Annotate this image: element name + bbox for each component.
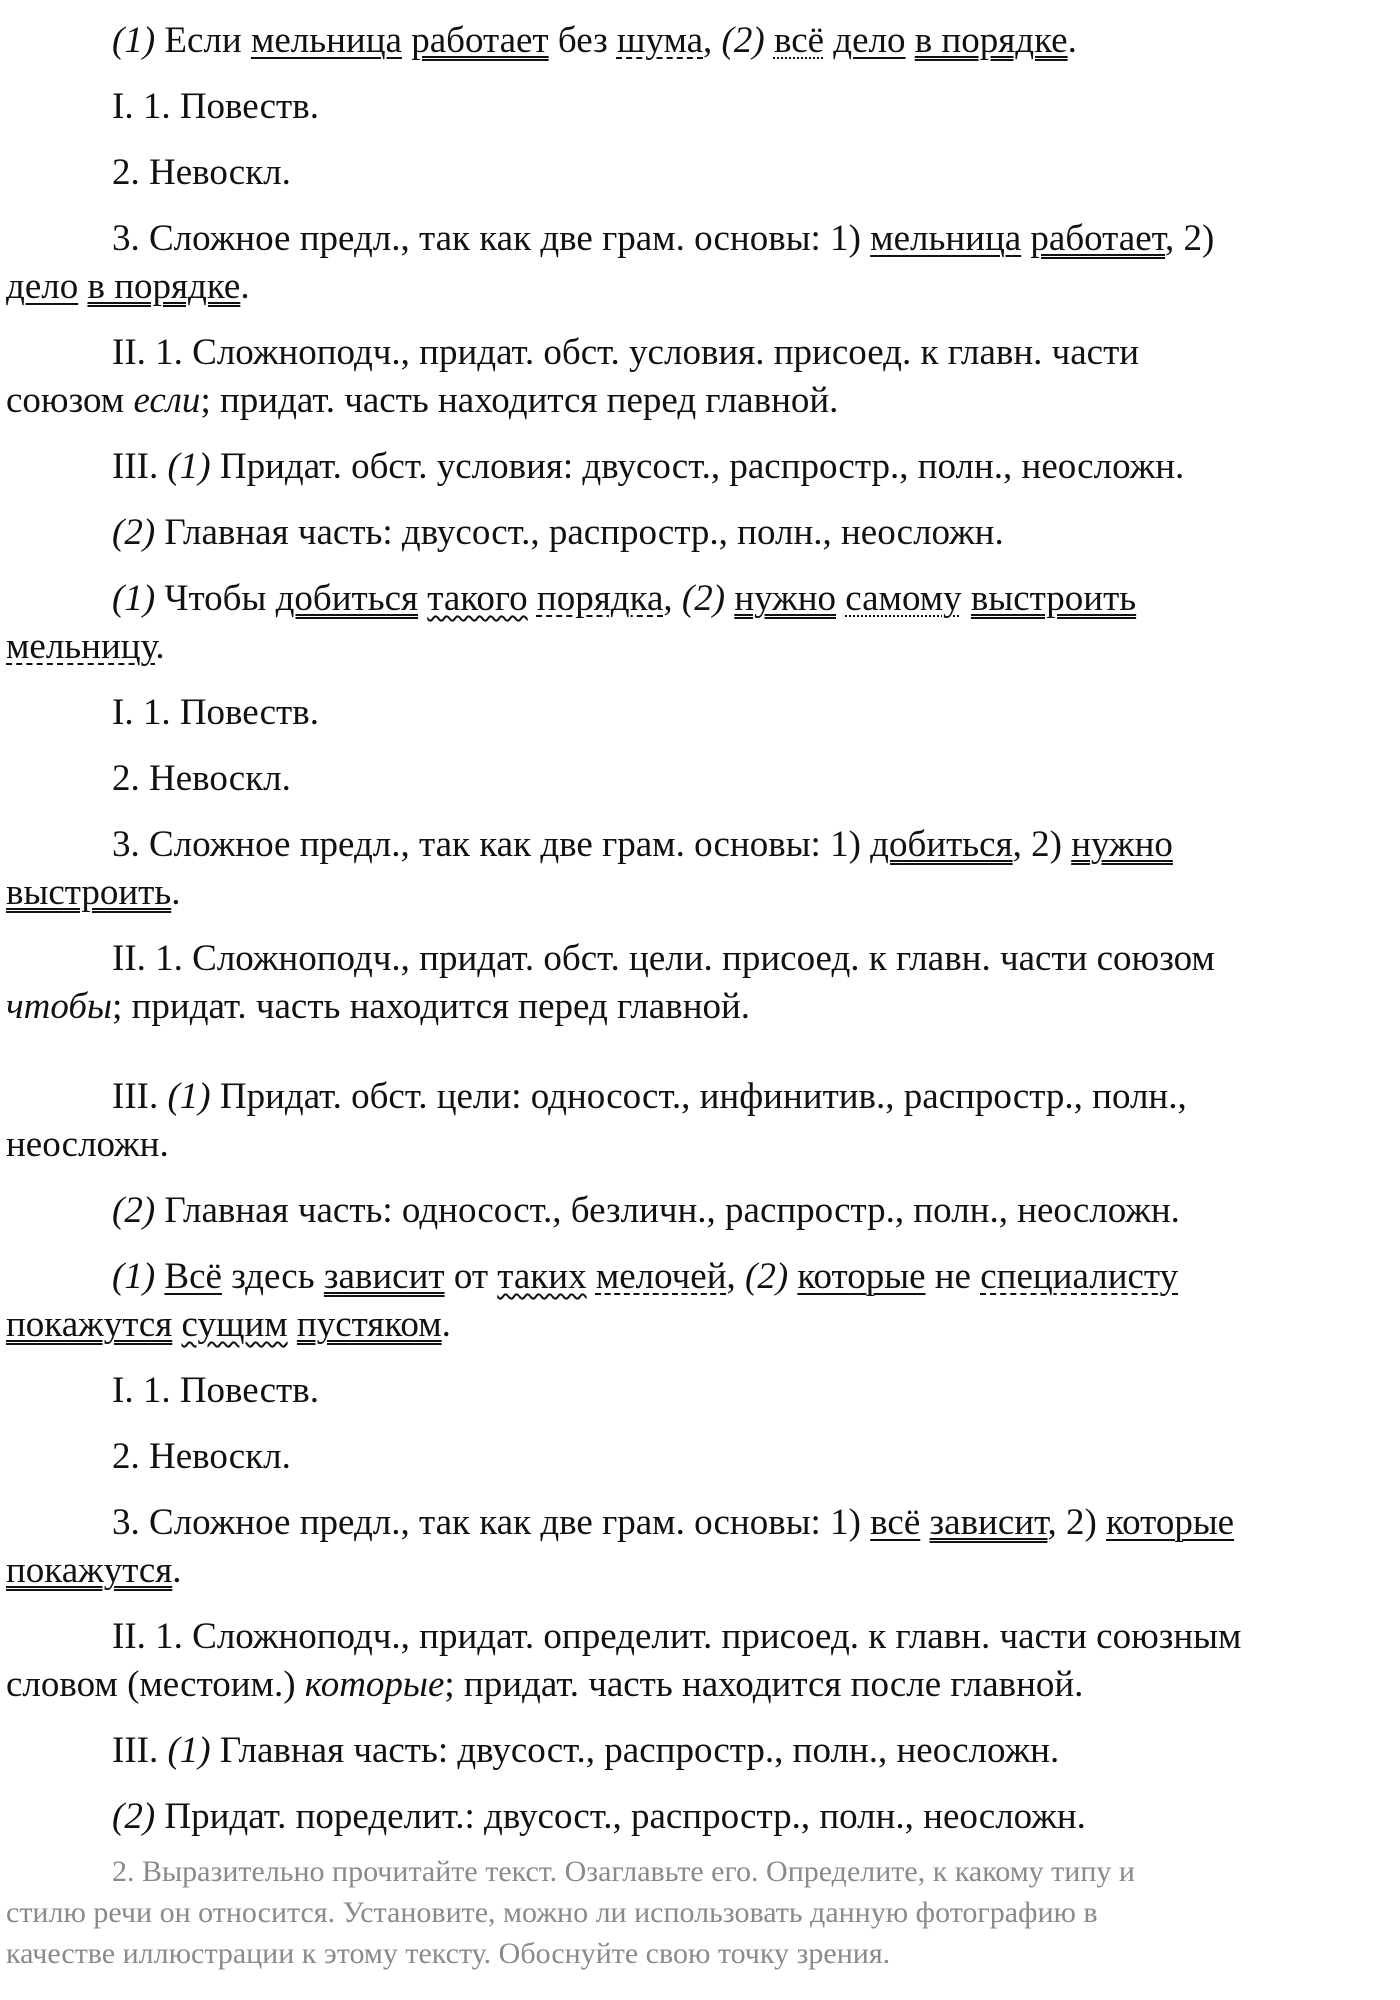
marked-word: нужно [1071, 824, 1173, 865]
text-fragment: не [925, 1256, 981, 1297]
analysis-line [112, 1434, 291, 1480]
text-fragment: Придат. обст. условия: двусост., распростр., полн., неосложн. [210, 446, 1185, 487]
analysis-line [112, 444, 1184, 490]
analysis-line [6, 1662, 1083, 1708]
text-fragment: 2. Невоскл. [112, 758, 291, 799]
text-fragment: союзом [6, 380, 134, 421]
analysis-line [112, 18, 1077, 64]
analysis-line [112, 1794, 1086, 1840]
text-fragment: I. 1. Повеств. [112, 692, 319, 733]
text-fragment: III. [112, 446, 168, 487]
analysis-line [112, 936, 1215, 982]
text-fragment [906, 20, 915, 61]
text-fragment [725, 578, 734, 619]
analysis-line [6, 264, 250, 310]
text-fragment [962, 578, 971, 619]
text-fragment: Главная часть: двусост., распростр., полн., неосложн. [155, 512, 1004, 553]
text-fragment: неосложн. [6, 1124, 169, 1165]
marked-word: всё [870, 1502, 921, 1543]
marked-word: которые [304, 1664, 445, 1705]
text-fragment: ; придат. часть находится после главной. [444, 1664, 1084, 1705]
text-fragment: III. [112, 1076, 168, 1117]
marked-word: (1) [112, 578, 156, 619]
text-fragment: ; придат. часть находится перед главной. [112, 986, 751, 1027]
exercise-task-line: качестве иллюстрации к этому тексту. Обоснуйте свою точку зрения. [6, 1937, 891, 1970]
marked-word: чтобы [6, 986, 113, 1027]
marked-word: работает [1030, 218, 1166, 259]
exercise-task-line: стилю речи он относится. Установите, можно ли использовать данную фотографию в [6, 1896, 1098, 1929]
marked-word: таких [497, 1256, 587, 1297]
text-fragment [824, 20, 833, 61]
analysis-line [6, 1548, 182, 1594]
text-fragment: Главная часть: двусост., распростр., полн., неосложн. [210, 1730, 1060, 1771]
text-fragment: Чтобы [155, 578, 276, 619]
marked-word: (1) [112, 20, 156, 61]
text-fragment: I. 1. Повеств. [112, 86, 319, 127]
marked-word: которые [797, 1256, 926, 1297]
marked-word: (2) [112, 1796, 156, 1837]
analysis-line [112, 1254, 1178, 1300]
marked-word: (2) [745, 1256, 789, 1297]
marked-word: Всё [164, 1256, 222, 1297]
analysis-line [112, 330, 1139, 376]
text-fragment: 3. Сложное предл., так как две грам. основы: 1) [112, 1502, 871, 1543]
analysis-line [112, 1074, 1187, 1120]
text-fragment: . [155, 626, 165, 667]
marked-word: специалисту [980, 1256, 1179, 1297]
marked-word: зависит [323, 1256, 445, 1297]
analysis-line [112, 1368, 319, 1414]
analysis-line [6, 1122, 169, 1168]
marked-word: покажутся [6, 1550, 173, 1591]
text-fragment [288, 1304, 297, 1345]
analysis-line [112, 1188, 1180, 1234]
analysis-line [112, 576, 1136, 622]
text-fragment: , [726, 1256, 746, 1297]
exercise-task-line: 2. Выразительно прочитайте текст. Озаглавьте его. Определите, к какому типу и [112, 1855, 1135, 1888]
text-fragment: Придат. обст. цели: односост., инфинитив., распростр., полн., [210, 1076, 1187, 1117]
marked-word: добиться [870, 824, 1013, 865]
marked-word: самому [845, 578, 962, 619]
text-fragment: ; придат. часть находится перед главной. [200, 380, 839, 421]
marked-word: (2) [681, 578, 726, 619]
analysis-line [112, 1728, 1059, 1774]
analysis-line [6, 984, 750, 1030]
text-fragment: 3. Сложное предл., так как две грам. основы: 1) [112, 824, 871, 865]
text-fragment: 2. Невоскл. [112, 1436, 291, 1477]
text-fragment: , 2) [1047, 1502, 1107, 1543]
analysis-line [112, 1500, 1234, 1546]
marked-word: сущим [181, 1304, 288, 1345]
marked-word: выстроить [970, 578, 1137, 619]
marked-word: (1) [167, 1076, 211, 1117]
marked-word: (1) [167, 1730, 211, 1771]
text-fragment: , [703, 20, 722, 61]
marked-word: покажутся [6, 1304, 173, 1345]
analysis-line [112, 822, 1173, 868]
analysis-line [6, 624, 165, 670]
marked-word: (2) [112, 512, 156, 553]
marked-word: выстроить [6, 872, 172, 913]
analysis-line [6, 378, 838, 424]
marked-word: мельницу [6, 626, 156, 667]
marked-word: нужно [734, 578, 836, 619]
text-fragment [528, 578, 537, 619]
analysis-line [112, 756, 291, 802]
text-fragment: Если [155, 20, 251, 61]
text-fragment: Придат. поределит.: двусост., распростр., полн., неосложн. [155, 1796, 1086, 1837]
marked-word: мельница [870, 218, 1022, 259]
marked-word: если [133, 380, 201, 421]
analysis-line [112, 84, 319, 130]
text-fragment: от [444, 1256, 498, 1297]
analysis-line [6, 870, 180, 916]
marked-word: такого [427, 578, 528, 619]
marked-word: (1) [112, 1256, 156, 1297]
marked-word: в порядке [914, 20, 1068, 61]
analysis-line [112, 510, 1004, 556]
text-fragment: . [441, 1304, 451, 1345]
analysis-line [112, 1614, 1241, 1660]
marked-word: мелочей [595, 1256, 727, 1297]
analysis-line [112, 216, 1214, 262]
text-fragment: I. 1. Повеств. [112, 1370, 319, 1411]
marked-word: работает [411, 20, 549, 61]
marked-word: которые [1106, 1502, 1235, 1543]
text-fragment: словом (местоим.) [6, 1664, 305, 1705]
text-fragment: . [171, 872, 181, 913]
marked-word: в порядке [87, 266, 241, 307]
text-fragment: 3. Сложное предл., так как две грам. основы: 1) [112, 218, 871, 259]
analysis-line [6, 1302, 451, 1348]
text-fragment [587, 1256, 596, 1297]
marked-word: добиться [275, 578, 419, 619]
marked-word: пустяком [296, 1304, 442, 1345]
text-fragment [836, 578, 845, 619]
text-fragment: здесь [221, 1256, 324, 1297]
text-fragment: 2. Невоскл. [112, 152, 291, 193]
marked-word: порядка [536, 578, 664, 619]
marked-word: зависит [929, 1502, 1048, 1543]
marked-word: (2) [112, 1190, 156, 1231]
text-fragment: . [240, 266, 250, 307]
text-fragment [920, 1502, 929, 1543]
text-fragment: II. 1. Сложноподч., придат. обст. условия. присоед. к главн. части [112, 332, 1140, 373]
marked-word: (2) [721, 20, 765, 61]
text-fragment: II. 1. Сложноподч., придат. определит. присоед. к главн. части союзным [112, 1616, 1242, 1657]
text-fragment: II. 1. Сложноподч., придат. обст. цели. присоед. к главн. части союзом [112, 938, 1215, 979]
marked-word: мельница [250, 20, 402, 61]
analysis-line [112, 690, 319, 736]
text-fragment [418, 578, 427, 619]
marked-word: всё [773, 20, 825, 61]
text-fragment [765, 20, 774, 61]
text-fragment: Главная часть: односост., безличн., распростр., полн., неосложн. [155, 1190, 1180, 1231]
text-fragment: , [663, 578, 682, 619]
marked-word: (1) [167, 446, 211, 487]
marked-word: дело [6, 266, 79, 307]
text-fragment: , 2) [1012, 824, 1072, 865]
text-fragment [172, 1304, 181, 1345]
text-fragment [402, 20, 411, 61]
marked-word: шума [616, 20, 704, 61]
text-fragment: . [172, 1550, 182, 1591]
text-fragment: без [548, 20, 617, 61]
analysis-line [112, 150, 291, 196]
text-fragment: III. [112, 1730, 168, 1771]
text-fragment: , 2) [1165, 218, 1215, 259]
text-fragment: . [1067, 20, 1077, 61]
marked-word: дело [833, 20, 906, 61]
